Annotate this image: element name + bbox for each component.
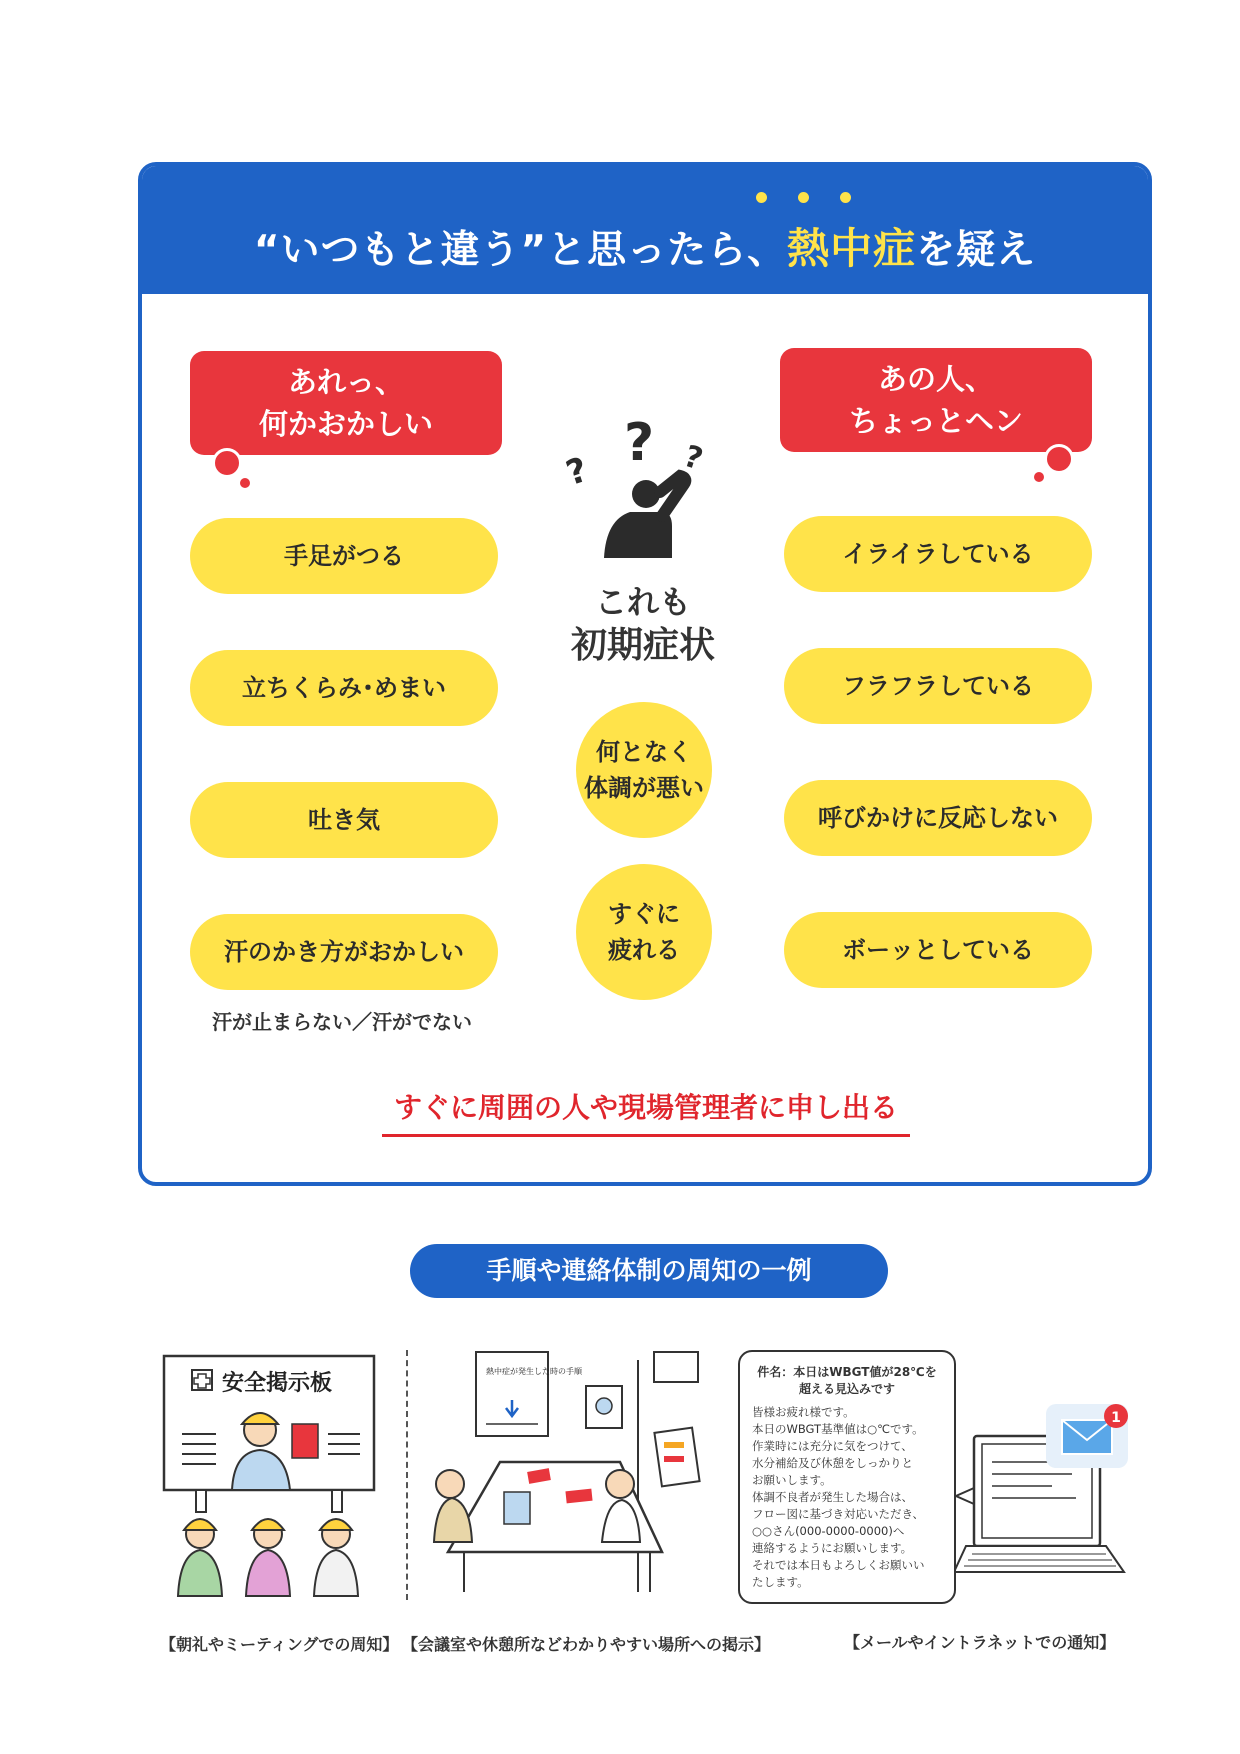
caption-posting: 【会議室や休憩所などわかりやすい場所への掲示】 [402,1635,771,1654]
email-body-line: それでは本日もよろしくお願いい [752,1558,925,1572]
confused-person-icon [560,404,730,564]
symptom-item: 立ちくらみ･めまい [190,650,498,726]
email-body-line: ○○さん(000-0000-0000)へ [752,1524,905,1538]
others-check-bubble: あの人、 ちょっとヘン [780,348,1092,452]
question-mark-icon: ? [561,449,593,494]
safety-board-illustration [160,1350,380,1600]
self-check-bubble: あれっ、 何かおかしい [190,351,502,455]
emphasis-dots [142,192,1148,206]
email-subject: 件名：本日はWBGT値が28℃を 超える見込みです [757,1365,937,1396]
observation-item: イライラしている [784,516,1092,592]
email-body-line: 連絡するようにお願いします。 [752,1541,913,1555]
bubble-tail [1044,444,1074,474]
symptom-item: 手足がつる [190,518,498,594]
question-mark-icon: ? [679,438,707,478]
symptom-item: 汗のかき方がおかしい [190,914,498,990]
question-mark-icon: ? [624,413,655,473]
divider [406,1350,408,1600]
symptom-circle: すぐに 疲れる [576,864,712,1000]
email-body-line: 作業時には充分に気をつけて、 [752,1439,913,1453]
observation-item: 呼びかけに反応しない [784,780,1092,856]
title-highlight: 熱中症 [787,224,917,273]
laptop-illustration [956,1396,1176,1596]
email-body-line: フロー図に基づき対応いただき、 [752,1507,925,1521]
call-to-action: すぐに周囲の人や現場管理者に申し出る [382,1086,910,1137]
observation-item: フラフラしている [784,648,1092,724]
email-body-line: 皆様お疲れ様です。 [752,1405,855,1419]
meeting-room-illustration [424,1342,708,1602]
section-heading: 手順や連絡体制の周知の一例 [410,1244,888,1298]
sweat-note: 汗が止まらない／汗がでない [212,1010,472,1034]
poster-text: 熱中症が発生した時の手順 [486,1367,582,1376]
email-body-line: 本日のWBGT基準値は○℃です。 [752,1422,924,1436]
bubble-tail [240,478,250,488]
symptom-item: 吐き気 [190,782,498,858]
email-body-line: お願いします。 [752,1473,832,1487]
email-message-illustration [738,1350,956,1604]
bubble-tail [1034,472,1044,482]
bubble-tail [212,448,242,478]
observation-item: ボーッとしている [784,912,1092,988]
email-body-line: 体調不良者が発生した場合は、 [752,1490,913,1504]
symptom-circle: 何となく 体調が悪い [576,702,712,838]
email-body-line: 水分補給及び休憩をしっかりと [752,1456,913,1470]
caption-morning-meeting: 【朝礼やミーティングでの周知】 [160,1635,399,1654]
board-title: 安全掲示板 [222,1371,333,1396]
also-initial-symptoms-label: これも 初期症状 [570,583,715,666]
notification-count: 1 [1111,1410,1121,1426]
caption-email-notice: 【メールやイントラネットでの通知】 [844,1633,1116,1652]
card-title: “いつもと違う”と思ったら、熱中症を疑え [253,224,1037,273]
email-body-line: たします。 [752,1575,809,1589]
